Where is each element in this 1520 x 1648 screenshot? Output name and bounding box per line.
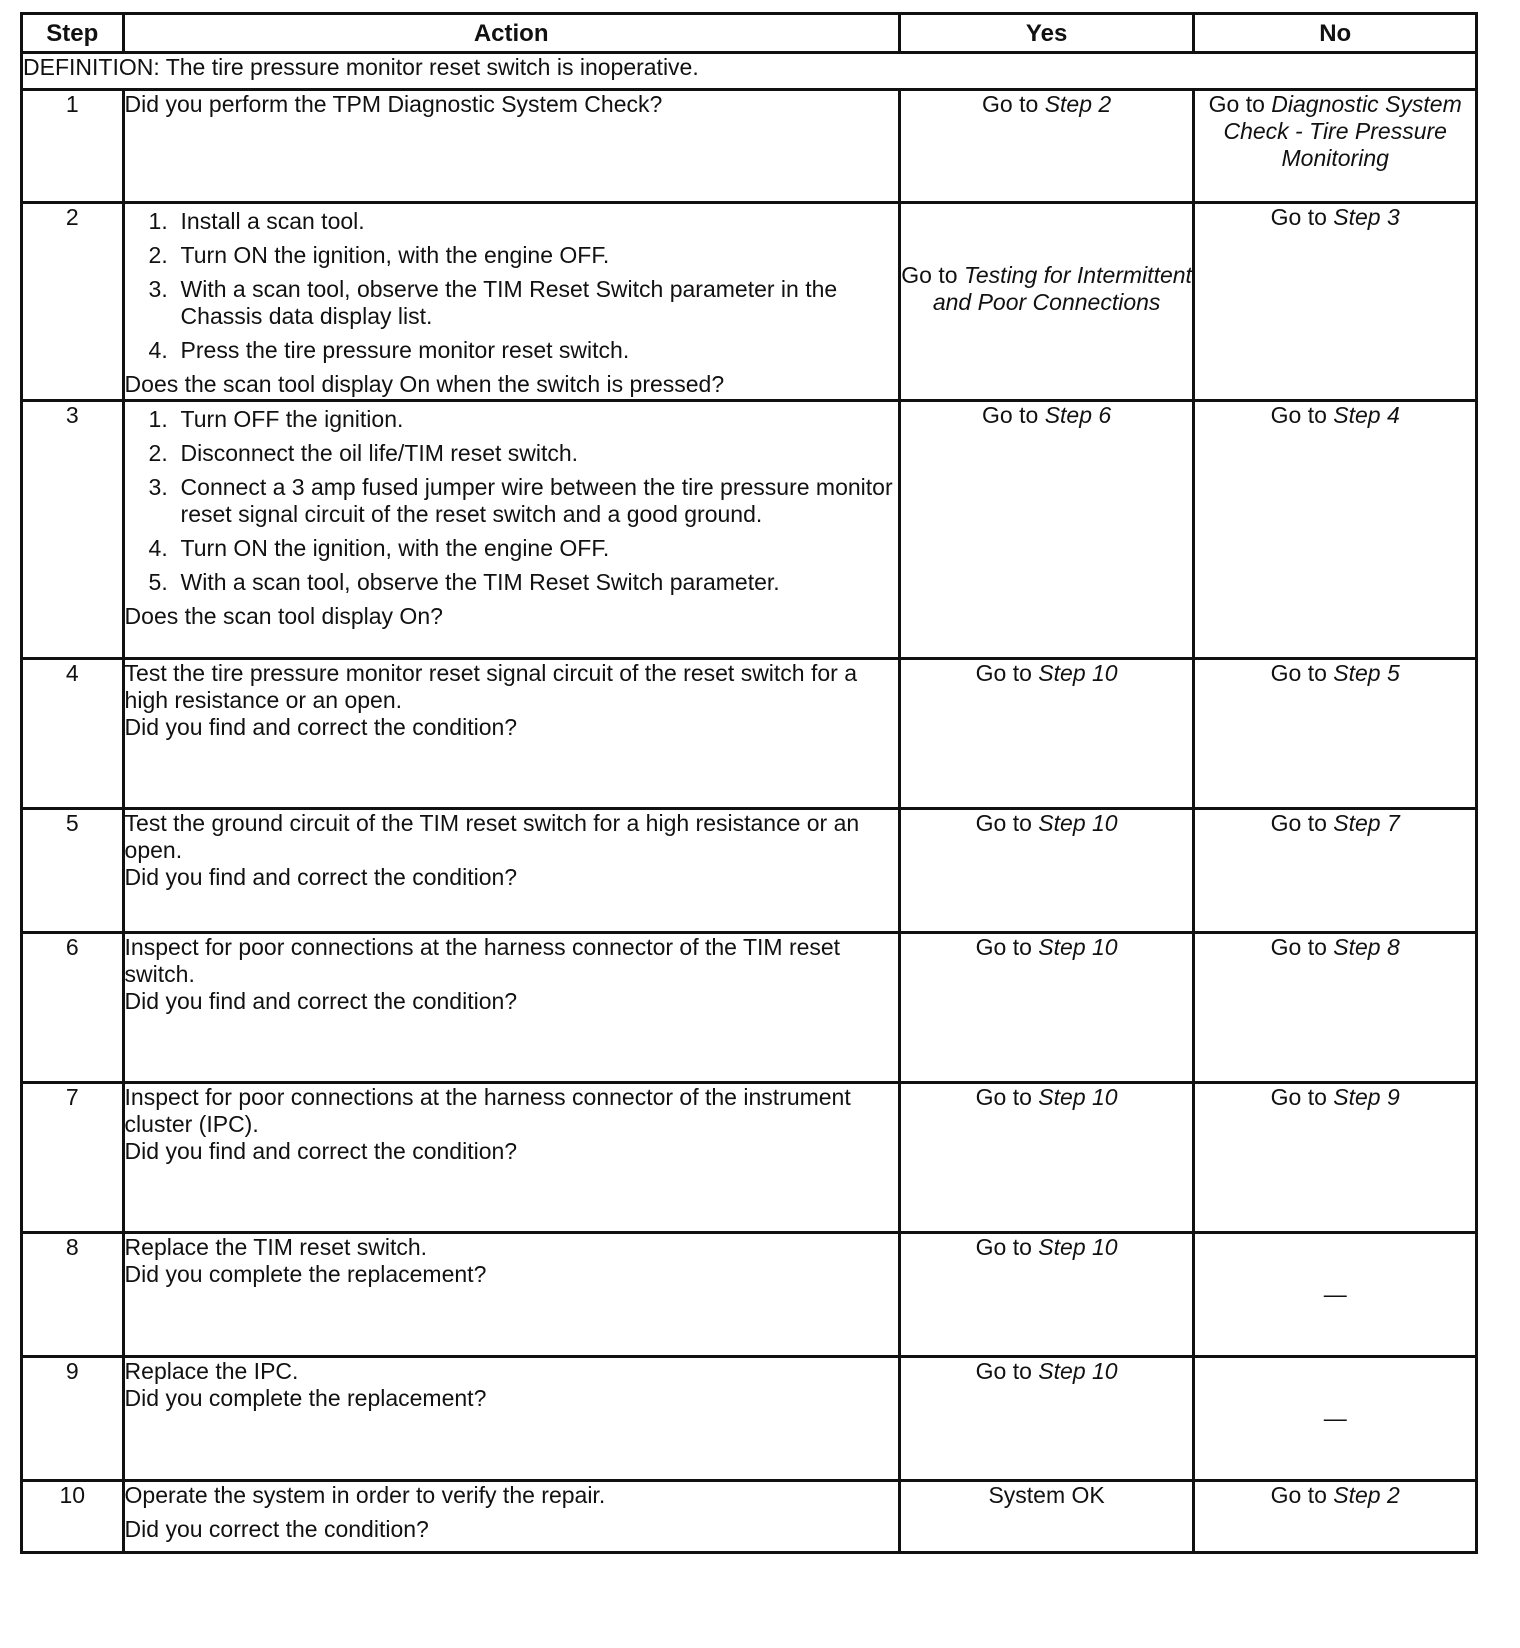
- action-question: Did you find and correct the condition?: [124, 864, 518, 890]
- table-row-step-3: [22, 401, 1477, 659]
- action-cell: [123, 1357, 899, 1481]
- action-cell: [123, 809, 899, 933]
- list-item: 5. With a scan tool, observe the TIM Reset Switch parameter.: [148, 569, 780, 595]
- yes-answer: Go to Testing for Intermittent and Poor Connections: [901, 262, 1192, 315]
- yes-link-step[interactable]: Step 2: [1044, 91, 1112, 117]
- table-row-step-2: [22, 203, 1477, 401]
- yes-answer: Go to Step 10: [975, 810, 1118, 836]
- yes-answer: System OK: [988, 1482, 1105, 1508]
- table-row-step-4: [22, 659, 1477, 809]
- step-number: 6: [22, 933, 124, 1083]
- no-cell: [1194, 809, 1477, 933]
- yes-cell: [899, 659, 1194, 809]
- step-number: 8: [22, 1233, 124, 1357]
- no-cell: [1194, 401, 1477, 659]
- no-answer: Go to Diagnostic System Check - Tire Pressure Monitoring: [1208, 91, 1462, 171]
- step-number: 5: [22, 809, 124, 933]
- no-answer: Go to Step 7: [1270, 810, 1400, 836]
- definition-row: [22, 53, 1477, 90]
- list-item: 3. With a scan tool, observe the TIM Reset Switch parameter in the Chassis data display list.: [148, 276, 838, 329]
- step-number: 4: [22, 659, 124, 809]
- yes-answer: Go to Step 10: [975, 1358, 1118, 1384]
- yes-answer: Go to Step 10: [975, 1234, 1118, 1260]
- no-answer: Go to Step 5: [1270, 660, 1400, 686]
- yes-answer: Go to Step 6: [982, 402, 1112, 428]
- yes-cell: [899, 90, 1194, 203]
- no-link-step[interactable]: Step 3: [1333, 204, 1400, 230]
- no-link-step[interactable]: Step 2: [1333, 1482, 1400, 1508]
- action-steps-list: [125, 204, 898, 371]
- step-number: 2: [22, 203, 124, 401]
- list-item: 4. Press the tire pressure monitor reset switch.: [148, 337, 630, 363]
- step-number: 7: [22, 1083, 124, 1233]
- no-cell: [1194, 203, 1477, 401]
- action-cell: [123, 933, 899, 1083]
- yes-link-step[interactable]: Step 10: [1038, 1358, 1118, 1384]
- action-text: Replace the IPC.: [124, 1358, 299, 1384]
- yes-link-step[interactable]: Step 10: [1038, 810, 1118, 836]
- action-question: Does the scan tool display On when the switch is pressed?: [124, 371, 725, 397]
- action-question: Did you correct the condition?: [124, 1516, 429, 1542]
- list-item: 4. Turn ON the ignition, with the engine OFF.: [148, 535, 610, 561]
- no-answer: Go to Step 9: [1270, 1084, 1400, 1110]
- no-link-diagnostic-check[interactable]: Diagnostic System Check - Tire Pressure Monitoring: [1223, 91, 1462, 171]
- no-cell: [1194, 1357, 1477, 1481]
- yes-link-step[interactable]: Step 10: [1038, 934, 1118, 960]
- yes-answer: Go to Step 10: [975, 660, 1118, 686]
- no-link-step[interactable]: Step 4: [1333, 402, 1400, 428]
- header-row: [22, 14, 1477, 53]
- action-cell: [123, 203, 899, 401]
- yes-link-step[interactable]: Step 10: [1038, 1234, 1118, 1260]
- yes-answer: Go to Step 2: [982, 91, 1112, 117]
- no-link-step[interactable]: Step 8: [1333, 934, 1400, 960]
- yes-cell: [899, 203, 1194, 401]
- table-row-step-5: [22, 809, 1477, 933]
- no-cell: [1194, 1233, 1477, 1357]
- yes-cell: [899, 933, 1194, 1083]
- yes-cell: [899, 1481, 1194, 1553]
- action-question: Did you complete the replacement?: [124, 1261, 487, 1287]
- action-cell: [123, 1481, 899, 1553]
- yes-cell: [899, 809, 1194, 933]
- no-answer: Go to Step 3: [1270, 204, 1400, 230]
- yes-cell: [899, 1233, 1194, 1357]
- no-link-step[interactable]: Step 7: [1333, 810, 1400, 836]
- no-cell: [1194, 659, 1477, 809]
- table-row-step-6: [22, 933, 1477, 1083]
- header-step: Step: [22, 14, 124, 53]
- table-row-step-7: [22, 1083, 1477, 1233]
- list-item: 1. Turn OFF the ignition.: [148, 406, 404, 432]
- yes-cell: [899, 1083, 1194, 1233]
- action-question: Does the scan tool display On?: [124, 603, 443, 629]
- action-text: Inspect for poor connections at the harness connector of the TIM reset switch.: [124, 934, 841, 987]
- no-answer: Go to Step 4: [1270, 402, 1400, 428]
- no-cell: [1194, 90, 1477, 203]
- action-question: Did you complete the replacement?: [124, 1385, 487, 1411]
- list-item: 1. Install a scan tool.: [148, 208, 365, 234]
- yes-cell: [899, 1357, 1194, 1481]
- action-text: Test the ground circuit of the TIM reset switch for a high resistance or an open.: [124, 810, 860, 863]
- diagnostic-table: [20, 12, 1478, 1554]
- yes-link-step[interactable]: Step 10: [1038, 1084, 1118, 1110]
- header-yes: Yes: [899, 14, 1194, 53]
- action-text: Did you perform the TPM Diagnostic System Check?: [124, 91, 663, 117]
- table-row-step-8: [22, 1233, 1477, 1357]
- yes-link-step[interactable]: Step 10: [1038, 660, 1118, 686]
- header-no: No: [1194, 14, 1477, 53]
- no-answer: Go to Step 2: [1270, 1482, 1400, 1508]
- no-answer-dash: —: [1323, 1405, 1347, 1431]
- action-question: Did you find and correct the condition?: [124, 988, 518, 1014]
- action-text: Inspect for poor connections at the harness connector of the instrument cluster (IPC).: [124, 1084, 851, 1137]
- action-text: Test the tire pressure monitor reset signal circuit of the reset switch for a high resistance or an open.: [124, 660, 858, 713]
- step-number: 9: [22, 1357, 124, 1481]
- yes-link-step[interactable]: Step 6: [1044, 402, 1112, 428]
- list-item: 2. Disconnect the oil life/TIM reset switch.: [148, 440, 579, 466]
- action-cell: [123, 1083, 899, 1233]
- action-cell: [123, 90, 899, 203]
- table-row-step-1: [22, 90, 1477, 203]
- action-text: Operate the system in order to verify the repair.: [124, 1482, 606, 1508]
- step-number: 3: [22, 401, 124, 659]
- action-text: Replace the TIM reset switch.: [124, 1234, 428, 1260]
- no-cell: [1194, 1481, 1477, 1553]
- action-cell: [123, 659, 899, 809]
- no-answer-dash: —: [1323, 1281, 1347, 1307]
- step-number: 10: [22, 1481, 124, 1553]
- yes-cell: [899, 401, 1194, 659]
- action-question: Did you find and correct the condition?: [124, 714, 518, 740]
- no-cell: [1194, 933, 1477, 1083]
- no-answer: Go to Step 8: [1270, 934, 1400, 960]
- action-question: Did you find and correct the condition?: [124, 1138, 518, 1164]
- yes-link-intermittent[interactable]: Testing for Intermittent and Poor Connections: [932, 262, 1192, 315]
- yes-answer: Go to Step 10: [975, 1084, 1118, 1110]
- action-steps-list: [125, 402, 898, 603]
- no-cell: [1194, 1083, 1477, 1233]
- no-link-step[interactable]: Step 5: [1333, 660, 1400, 686]
- definition-text: DEFINITION: The tire pressure monitor reset switch is inoperative.: [22, 53, 1477, 90]
- list-item: 3. Connect a 3 amp fused jumper wire between the tire pressure monitor reset signal circuit of the reset switch and a good ground.: [148, 474, 893, 527]
- list-item: 2. Turn ON the ignition, with the engine OFF.: [148, 242, 610, 268]
- table-row-step-10: [22, 1481, 1477, 1553]
- header-action: Action: [123, 14, 899, 53]
- action-cell: [123, 1233, 899, 1357]
- step-number: 1: [22, 90, 124, 203]
- table-row-step-9: [22, 1357, 1477, 1481]
- action-cell: [123, 401, 899, 659]
- yes-answer: Go to Step 10: [975, 934, 1118, 960]
- no-link-step[interactable]: Step 9: [1333, 1084, 1400, 1110]
